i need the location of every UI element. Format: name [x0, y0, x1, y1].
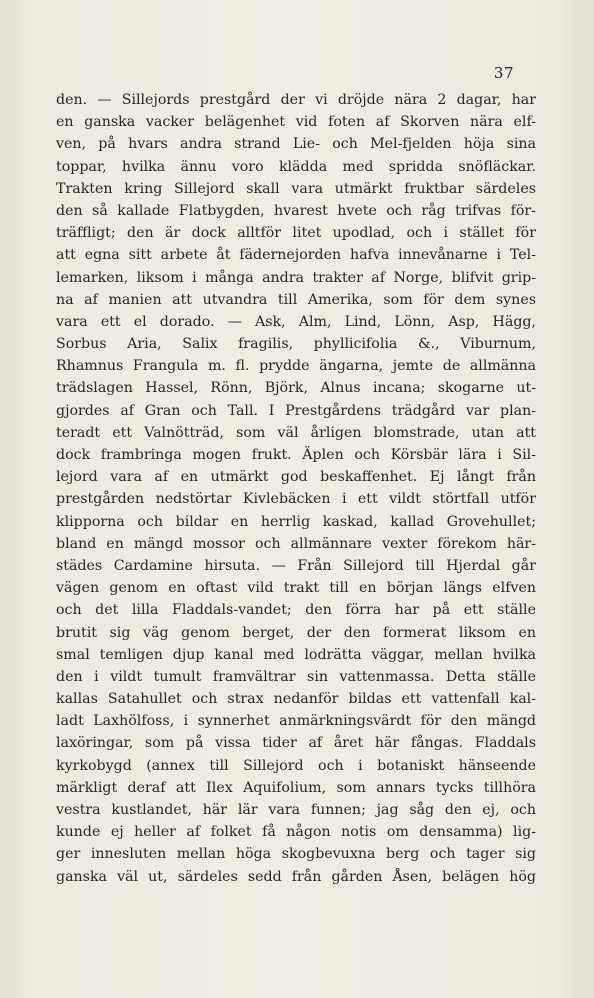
text-line: märkligt deraf att Ilex Aquifolium, som annars tycks tillhöra — [56, 779, 536, 796]
text-line: toppar, hvilka ännu voro klädda med spridda snöfläckar. — [56, 158, 536, 175]
text-line: prestgården nedstörtar Kivlebäcken i ett vildt störtfall utför — [56, 491, 536, 508]
text-line: lemarken, liksom i många andra trakter af Norge, blifvit grip- — [56, 269, 536, 286]
text-line: gjordes af Gran och Tall. I Prestgårdens trädgård var plan- — [56, 402, 536, 419]
text-line: trädslagen Hassel, Rönn, Björk, Alnus incana; skogarne ut- — [56, 380, 536, 397]
text-line: brutit sig väg genom berget, der den formerat liksom en — [56, 624, 536, 641]
text-line: bland en mängd mossor och allmännare vexter förekom här- — [56, 535, 536, 552]
text-line: vara ett el dorado. — Ask, Alm, Lind, Lönn, Asp, Hägg, — [56, 313, 536, 330]
text-line: dock frambringa mogen frukt. Äplen och Körsbär lära i Sil- — [56, 447, 536, 463]
text-line: smal temligen djup kanal med lodrätta väggar, mellan hvilka — [56, 646, 536, 663]
text-line: lejord vara af en utmärkt god beskaffenhet. Ej långt från — [56, 469, 536, 486]
text-line: den i vildt tumult framvältrar sin vattenmassa. Detta ställe — [56, 668, 536, 685]
text-line: kunde ej heller af folket få någon notis om densamma) lig- — [56, 824, 536, 841]
text-line: den. — Sillejords prestgård der vi dröjde nära 2 dagar, har — [56, 92, 536, 108]
text-line: laxöringar, som på vissa tider af året här fångas. Fladdals — [56, 735, 536, 752]
text-line: vägen genom en oftast vild trakt till en början längs elfven — [56, 580, 536, 597]
text-line: ganska väl ut, särdeles sedd från gården Åsen, belägen hög — [56, 868, 536, 885]
text-line: kyrkobygd (annex till Sillejord och i botaniskt hänseende — [56, 757, 536, 774]
text-line: en ganska vacker belägenhet vid foten af Skorven nära elf- — [56, 114, 536, 131]
page-number: 37 — [493, 64, 514, 82]
text-line: klipporna och bildar en herrlig kaskad, kallad Grovehullet; — [56, 513, 536, 530]
body-text — [56, 89, 536, 888]
text-line: kallas Satahullet och strax nedanför bildas ett vattenfall kal- — [56, 691, 536, 708]
text-line: Rhamnus Frangula m. fl. prydde ängarna, jemte de allmänna — [56, 358, 536, 375]
text-line: na af manien att utvandra till Amerika, som för dem synes — [56, 291, 536, 308]
text-line: den så kallade Flatbygden, hvarest hvete och råg trifvas för- — [56, 202, 536, 219]
text-line: städes Cardamine hirsuta. — Från Sillejord till Hjerdal går — [56, 557, 536, 574]
text-line: Sorbus Aria, Salix fragilis, phyllicifolia &., Viburnum, — [56, 336, 536, 353]
text-line: Trakten kring Sillejord skall vara utmärkt fruktbar särdeles — [56, 180, 536, 197]
text-line: ladt Laxhölfoss, i synnerhet anmärkningsvärdt för den mängd — [56, 713, 536, 730]
text-line: att egna sitt arbete åt fädernejorden hafva innevånarne i Tel- — [56, 247, 536, 264]
text-line: ven, på hvars andra strand Lie- och Mel-fjelden höja sina — [56, 136, 536, 153]
text-line: ger innesluten mellan höga skogbevuxna berg och tager sig — [56, 846, 536, 863]
text-line: träffligt; den är dock alltför litet upodlad, och i stället för — [56, 225, 536, 242]
text-line: och det lilla Fladdals-vandet; den förra har på ett ställe — [56, 602, 536, 619]
text-line: vestra kustlandet, här lär vara funnen; jag såg den ej, och — [56, 802, 536, 818]
text-line: teradt ett Valnötträd, som väl årligen blomstrade, utan att — [56, 424, 536, 441]
